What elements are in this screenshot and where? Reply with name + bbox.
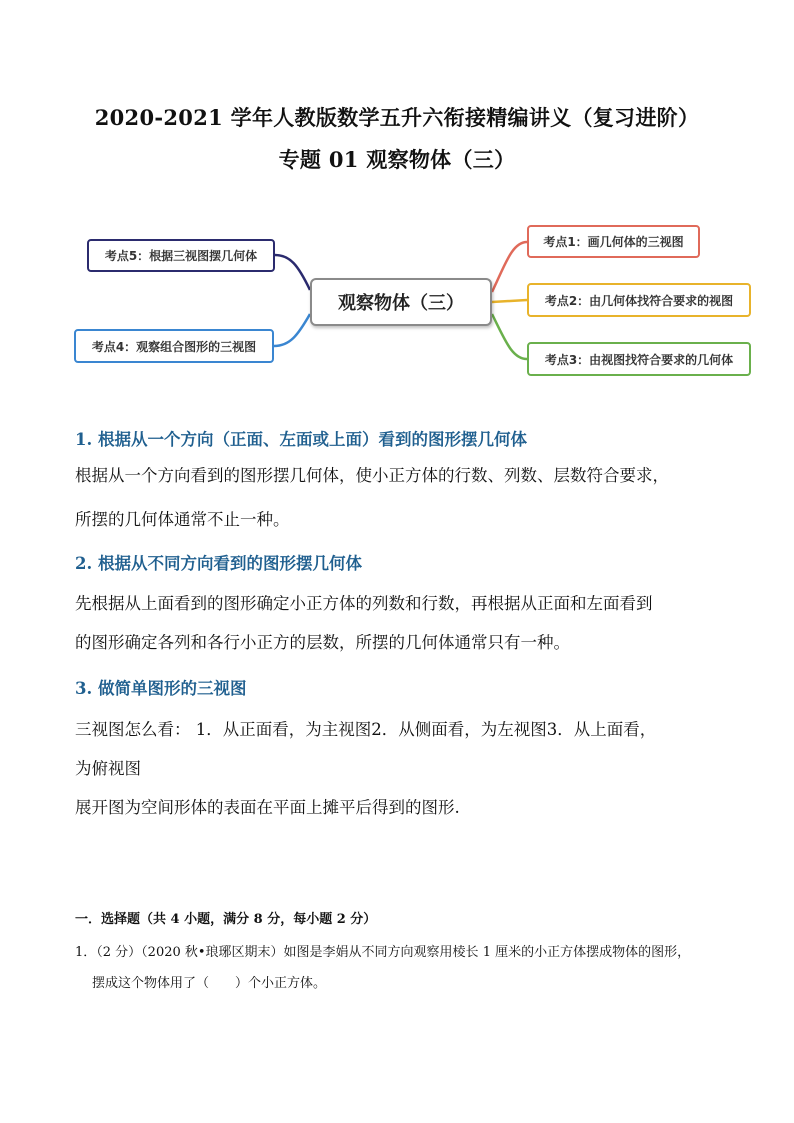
- page-title-line2: 专题 01 观察物体（三）: [278, 147, 516, 172]
- connector-k5: [275, 255, 310, 290]
- section-2-text-line2: 的图形确定各列和各行小正方的层数，所摆的几何体通常只有一种。: [75, 633, 570, 652]
- mind-map-node-k4: 考点4：观察组合图形的三视图: [74, 329, 274, 363]
- connector-k2: [492, 300, 527, 302]
- mind-map-node-k1: 考点1：画几何体的三视图: [527, 225, 700, 258]
- mind-map-center: 观察物体（三）: [310, 278, 492, 326]
- question-1-line2: 摆成这个物体用了（ ）个小正方体。: [92, 976, 327, 991]
- mind-map-node-k5: 考点5：根据三视图摆几何体: [87, 239, 275, 272]
- connector-k3: [492, 314, 527, 359]
- connector-k1: [492, 242, 527, 292]
- section-1-text-line2: 所摆的几何体通常不止一种。: [75, 510, 290, 529]
- section-1-heading: 1. 根据从一个方向（正面、左面或上面）看到的图形摆几何体: [75, 430, 527, 449]
- section-3-heading: 3. 做简单图形的三视图: [75, 679, 247, 698]
- section-2-text-line1: 先根据从上面看到的图形确定小正方体的列数和行数，再根据从正面和左面看到: [75, 594, 653, 613]
- section-3-text-line1: 三视图怎么看： 1．从正面看，为主视图2．从侧面看，为左视图3．从上面看，: [75, 720, 657, 739]
- page-title-line1: 2020-2021 学年人教版数学五升六衔接精编讲义（复习进阶）: [94, 105, 700, 130]
- mind-map-node-k2: 考点2：由几何体找符合要求的视图: [527, 283, 751, 317]
- question-1-line1: 1．（2 分）（2020 秋•琅琊区期末）如图是李娟从不同方向观察用棱长 1 厘米的小正方体摆成物体的图形，: [75, 945, 691, 960]
- connector-k4: [274, 314, 310, 346]
- section-1-text-line1: 根据从一个方向看到的图形摆几何体，使小正方体的行数、列数、层数符合要求，: [75, 466, 669, 485]
- mind-map: [0, 210, 794, 390]
- section-3-text-line2: 为俯视图: [75, 759, 141, 778]
- section-3-text-line3: 展开图为空间形体的表面在平面上摊平后得到的图形.: [75, 798, 460, 817]
- mind-map-node-k3: 考点3：由视图找符合要求的几何体: [527, 342, 751, 376]
- section-2-heading: 2. 根据从不同方向看到的图形摆几何体: [75, 554, 362, 573]
- exercise-section-title: 一．选择题（共 4 小题，满分 8 分，每小题 2 分）: [75, 912, 377, 927]
